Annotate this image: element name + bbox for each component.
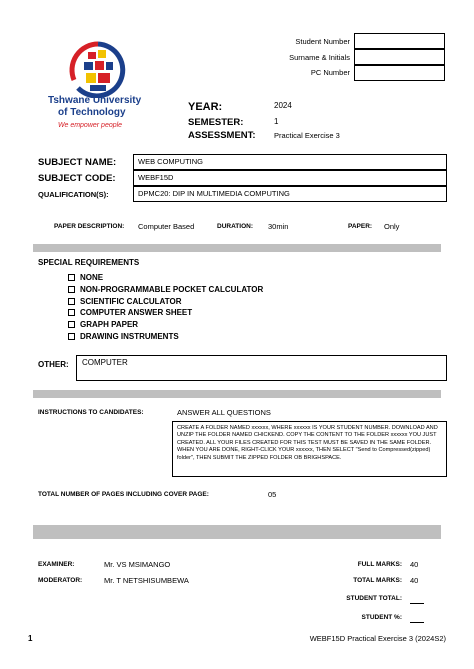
instructions-box: CREATE A FOLDER NAMED xxxxxx, WHERE xxxxxx IS YOUR STUDENT NUMBER. DOWNLOAD AND UNZIP THE FOLDER NAMED CHICKEND. COPY THE CONTENT TO THE FOLDER xxxxxx YOU JUST CREATED. ALL YOUR FILES CREATED FOR THIS TEST MUST BE SAVED IN THE SAME FOLDER. WHEN YOU ARE DONE, RIGHT-CLICK YOUR xxxxxx, THEN SELECT "Send to Compressed(zipped) folder", THEN SUBMIT THE ZIPPED FOLDER OB BRIGHSPACE. bbox=[172, 421, 447, 477]
student-total-label: STUDENT TOTAL: bbox=[346, 595, 402, 602]
paper-label: PAPER: bbox=[348, 223, 373, 230]
requirement-scientific-calculator[interactable] bbox=[68, 296, 263, 308]
checkbox-icon[interactable] bbox=[68, 274, 75, 281]
tut-emblem-icon bbox=[68, 40, 128, 98]
subject-name-field: WEB COMPUTING bbox=[133, 154, 447, 170]
separator-bar-2 bbox=[33, 390, 441, 398]
duration-label: DURATION: bbox=[217, 223, 253, 230]
year-label: YEAR: bbox=[188, 101, 223, 113]
requirement-none[interactable] bbox=[68, 272, 263, 284]
separator-bar-1 bbox=[33, 244, 441, 252]
assessment-label: ASSESSMENT: bbox=[188, 130, 256, 141]
student-percent-field[interactable] bbox=[410, 613, 424, 623]
requirement-computer-answer-sheet[interactable] bbox=[68, 307, 263, 319]
other-field: COMPUTER bbox=[76, 355, 447, 381]
pc-number-field[interactable] bbox=[354, 65, 445, 81]
requirement-label: GRAPH PAPER bbox=[80, 320, 139, 330]
instructions-value: ANSWER ALL QUESTIONS bbox=[177, 408, 271, 417]
qualification-field: DPMC20: DIP IN MULTIMEDIA COMPUTING bbox=[133, 186, 447, 202]
paper-value: Only bbox=[384, 222, 400, 231]
surname-label: Surname & Initials bbox=[289, 53, 350, 62]
page-number: 1 bbox=[28, 634, 33, 643]
separator-bar-3 bbox=[33, 525, 441, 539]
requirement-graph-paper[interactable] bbox=[68, 319, 263, 331]
logo-name-line2: of Technology bbox=[58, 107, 126, 118]
student-number-field[interactable] bbox=[354, 33, 445, 49]
assessment-value: Practical Exercise 3 bbox=[274, 131, 340, 140]
full-marks-label: FULL MARKS: bbox=[357, 561, 402, 568]
other-label: OTHER: bbox=[38, 360, 69, 369]
moderator-value: Mr. T NETSHISUMBEWA bbox=[104, 576, 189, 585]
tut-logo bbox=[48, 40, 142, 130]
moderator-label: MODERATOR: bbox=[38, 577, 83, 584]
full-marks-value: 40 bbox=[410, 560, 419, 569]
instructions-label: INSTRUCTIONS TO CANDIDATES: bbox=[38, 409, 144, 416]
requirement-non-programmable-calculator[interactable] bbox=[68, 284, 263, 296]
total-pages-value: 05 bbox=[268, 490, 277, 499]
checkbox-icon[interactable] bbox=[68, 309, 75, 316]
semester-value: 1 bbox=[274, 117, 279, 126]
requirement-label: DRAWING INSTRUMENTS bbox=[80, 331, 179, 341]
semester-label: SEMESTER: bbox=[188, 117, 244, 128]
duration-value: 30min bbox=[268, 222, 289, 231]
student-total-field[interactable] bbox=[410, 594, 424, 604]
requirement-label: NONE bbox=[80, 273, 104, 282]
examiner-value: Mr. VS MSIMANGO bbox=[104, 560, 171, 569]
total-marks-label: TOTAL MARKS: bbox=[353, 577, 402, 584]
subject-name-label: SUBJECT NAME: bbox=[38, 157, 117, 168]
subject-code-label: SUBJECT CODE: bbox=[38, 173, 116, 184]
checkbox-icon[interactable] bbox=[68, 333, 75, 340]
requirement-label: COMPUTER ANSWER SHEET bbox=[80, 308, 193, 318]
student-percent-label: STUDENT %: bbox=[361, 614, 402, 621]
examiner-label: EXAMINER: bbox=[38, 561, 75, 568]
paper-desc-value: Computer Based bbox=[138, 222, 195, 231]
requirement-drawing-instruments[interactable] bbox=[68, 331, 263, 343]
logo-name-line1: Tshwane University bbox=[48, 95, 142, 106]
paper-desc-label: PAPER DESCRIPTION: bbox=[54, 223, 125, 230]
requirement-label: NON-PROGRAMMABLE POCKET CALCULATOR bbox=[80, 284, 264, 294]
student-number-label: Student Number bbox=[295, 37, 350, 46]
requirement-label: SCIENTIFIC CALCULATOR bbox=[80, 296, 182, 306]
checkbox-icon[interactable] bbox=[68, 298, 75, 305]
footer-text: WEBF15D Practical Exercise 3 (2024S2) bbox=[309, 634, 446, 643]
special-requirements-list bbox=[68, 272, 263, 343]
subject-code-field: WEBF15D bbox=[133, 170, 447, 186]
total-pages-label: TOTAL NUMBER OF PAGES INCLUDING COVER PAGE: bbox=[38, 491, 209, 498]
checkbox-icon[interactable] bbox=[68, 321, 75, 328]
surname-field[interactable] bbox=[354, 49, 445, 65]
year-value: 2024 bbox=[274, 101, 292, 110]
checkbox-icon[interactable] bbox=[68, 286, 75, 293]
total-marks-value: 40 bbox=[410, 576, 419, 585]
logo-tagline: We empower people bbox=[58, 122, 123, 129]
special-requirements-title: SPECIAL REQUIREMENTS bbox=[38, 258, 140, 267]
pc-number-label: PC Number bbox=[310, 68, 350, 77]
qualification-label: QUALIFICATION(S): bbox=[38, 190, 109, 199]
